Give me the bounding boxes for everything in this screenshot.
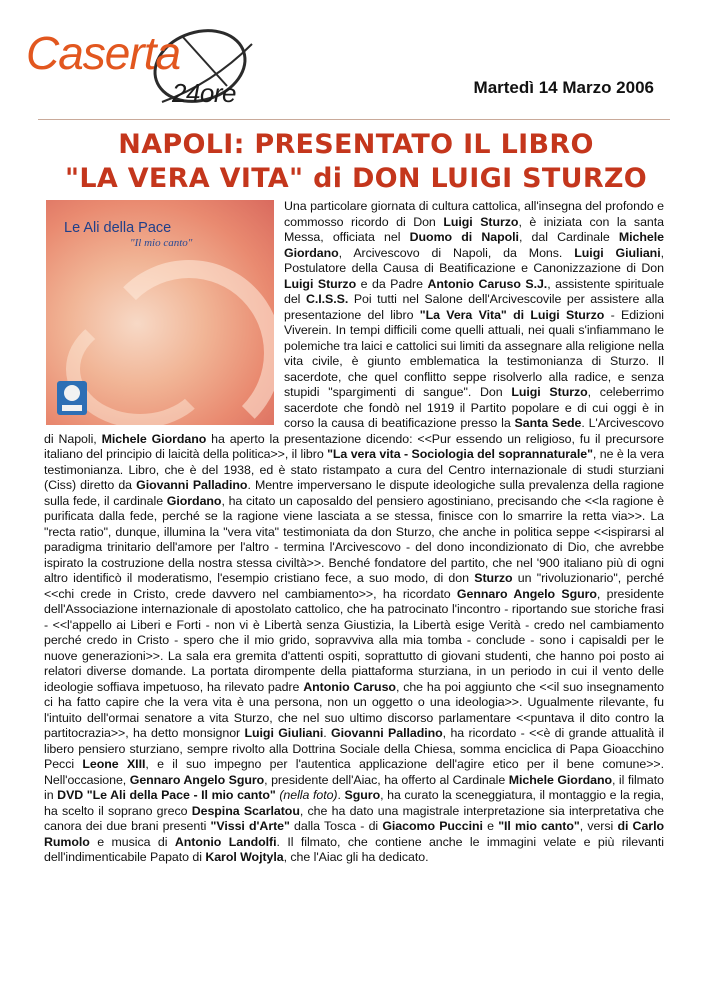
cover-swirl <box>66 310 214 425</box>
text-run: . <box>323 726 332 740</box>
text-run: e da Padre <box>356 276 428 291</box>
text-run: ha aperto la presentazione dicendo: <<Pur essendo un religioso, fu il precursore italiano del principio di laicità della politica>>, il libro <box>44 431 664 461</box>
text-run: Una particolare giornata di cultura cattolica, all'insegna del profondo e commosso ricordo di Don <box>284 199 664 229</box>
bold-text-run: Luigi Sturzo <box>284 276 357 291</box>
dvd-cover-image <box>46 200 274 425</box>
text-run: , presidente dell'Aiac, ha offerto al Cardinale <box>264 772 509 787</box>
bold-text-run: "La vera vita - Sociologia del soprannaturale" <box>327 447 593 461</box>
bold-text-run: Giovanni Palladino <box>136 478 248 492</box>
bold-text-run: Karol Wojtyla <box>205 850 284 864</box>
text-run: , ne è la vera testimonianza. Libro, che è del 1938, ed è stato ristampato a cura del Centro internazionale di studi sturziani (Ciss) diretto da <box>44 447 664 492</box>
text-run: dalla Tosca - di <box>289 819 383 833</box>
text-run: e <box>482 819 499 833</box>
bold-text-run: "Il mio canto" <box>498 819 580 833</box>
headline-line-2: "LA VERA VITA" di DON LUIGI STURZO <box>64 163 648 194</box>
headline <box>30 128 682 196</box>
text-run: , assistente spirituale del <box>284 276 664 306</box>
text-run: , celeberrimo sacerdote che fondò nel 1919 il Partito popolare e di cui oggi è in corso la causa di beatificazione presso la <box>284 385 664 430</box>
bold-text-run: Duomo di Napoli <box>409 230 519 244</box>
bold-text-run: di Carlo Rumolo <box>44 819 664 849</box>
bold-text-run: Luigi Giuliani <box>574 245 661 260</box>
text-run: , dal Cardinale <box>518 230 619 244</box>
bold-text-run: C.I.S.S. <box>305 292 349 306</box>
bold-text-run: Santa Sede <box>514 416 582 430</box>
text-run: . <box>337 788 345 802</box>
headline-line-1: NAPOLI: PRESENTATO IL LIBRO <box>118 129 594 160</box>
bold-text-run: Sturzo <box>474 571 513 585</box>
bold-text-run: Michele Giordano <box>284 230 664 260</box>
text-run: Poi tutti nel Salone dell'Arcivescovile per assistere alla presentazione del libro <box>284 292 664 322</box>
text-run: , che ha poi aggiunto che <<il suo insegnamento ci ha fatto capire che la vera vita è una persona, non un oggetto o una ideologia>>. Ugualmente rilevante, fu l'intuito dell'ormai senatore a vita Sturzo, che nel suo ultimo discorso parlamentare <<puntava il dito contro la partitocrazia>>, ha detto monsignor <box>44 679 664 740</box>
text-run: , ha ricordato - <<è di grande attualità il libero pensiero sturziano, sempre rivolto alla Dottrina Sociale della Chiesa, somma enciclica di Papa Gioacchino Pecci <box>44 726 664 771</box>
text-run: , versi <box>579 819 618 833</box>
text-run: , Arcivescovo di Napoli, da Mons. <box>338 245 575 260</box>
logo-subtitle: 24ore <box>172 78 236 108</box>
association-emblem-icon <box>56 380 88 416</box>
bold-text-run: Antonio Caruso <box>303 679 396 694</box>
issue-date: Martedì 14 Marzo 2006 <box>473 78 654 97</box>
bold-text-run: "Vissi d'Arte" <box>210 819 290 833</box>
text-run: , Postulatore della Causa di Beatificazione e Canonizzazione di Don <box>284 245 664 275</box>
text-run: . Il filmato, che contiene anche le immagini velate e più rilevanti dell'indimenticabile Papato di <box>44 834 664 864</box>
bold-text-run: Gennaro Angelo Sguro <box>456 586 597 601</box>
newspaper-logo <box>22 14 282 108</box>
bold-text-run: Luigi Giuliani <box>244 726 324 740</box>
bold-text-run: Leone XIII <box>82 757 146 771</box>
bold-text-run: Antonio Caruso S.J. <box>427 276 548 291</box>
text-run: , ha citato un caposaldo del pensiero agostiniano, precisando che <<la ragione è purificata dalla fede, perché se la ragione viene lasciata a se stessa, finisce con lo smarrire la retta via>>. La "recta ratio", dunque, illumina la "vera vita" testimoniata da don Sturzo, che anche in politica seppe <<ispirarsi al paradigma trinitario dell'amore per l'altro - termina l'Arcivescovo - del dono incondizionato di Dio, che avrebbe ispirato la costruzione della nostra stessa civiltà>>. Benché fondatore del partito, che nel '900 italiano più di ogni altro identificò il moderatismo, l'esempio cristiano fece, a suo modo, di don <box>44 493 664 585</box>
bold-text-run: Giordano <box>166 493 222 508</box>
text-run: e musica di <box>89 834 175 849</box>
bold-text-run: Luigi Sturzo <box>443 214 519 229</box>
text-run: , che l'Aiac gli ha dedicato. <box>283 850 429 864</box>
bold-text-run: Giovanni Palladino <box>331 726 443 740</box>
text-run: , che ha dato una magistrale interpretazione sia interpretativa che canora dei due brani presenti <box>44 803 664 833</box>
header-divider <box>38 119 670 120</box>
text-run: . L'Arcivescovo di Napoli, <box>44 416 664 446</box>
text-run: . Mentre imperversano le dispute ideologiche sulla prevalenza della ragione sulla fede, il cardinale <box>44 478 664 508</box>
bold-text-run: Luigi Sturzo <box>511 385 588 399</box>
cover-title: Le Ali della Pace <box>64 220 172 236</box>
bold-text-run: Sguro <box>344 788 381 802</box>
text-run: , il filmato in <box>44 772 664 802</box>
text-run: , ha curato la sceneggiatura, il montaggio e la regia, ha scelto il soprano greco <box>44 788 664 818</box>
bold-text-run: Despina Scarlatou <box>191 803 300 818</box>
bold-text-run: Antonio Landolfi <box>174 834 277 849</box>
text-run: , presidente dell'Associazione internazionale di apostolato cattolico, che ha patrocinato l'incontro - riportando sue storiche frasi - <<l'appello ai Liberi e Forti - non vi è Libertà senza Giustizia, la Libertà esige Verità - credo nel cambiamento perché credo in Cristo - spero che il mio grido, sopravviva alla mia tomba - conclude - sono i capisaldi per le nuove generazioni>>. La sala era gremita d'attenti ospiti, soprattutto di giovani studenti, che hanno poi posto ai relatori diverse domande. La portata dirompente della piattaforma sturziana, in un periodo in cui il vento delle ideologie soffiava impetuoso, ha rilevato padre <box>44 586 664 694</box>
logo-word: Caserta <box>26 27 181 79</box>
text-run: un "rivoluzionario", perché <<chi crede in Cristo, crede davvero nel cambiamento>>, ha ricordato <box>44 571 664 601</box>
text-run: - Edizioni Viverein. In tempi difficili come quelli attuali, nei quali s'infiammano le polemiche tra laici e cattolici sui limiti da assegnare alla religione nella vita civile, è giunto emblematica la testimonianza di Sturzo. Il sacerdote, che quel conflitto seppe risolverlo alla radice, e senza stupidi "spargimenti di sangue". Don <box>284 307 664 399</box>
bold-text-run: "La Vera Vita" di Luigi Sturzo <box>419 307 605 322</box>
cover-subtitle: "Il mio canto" <box>130 237 193 249</box>
italic-text-run: (nella foto) <box>275 788 338 802</box>
bold-text-run: Michele Giordano <box>508 772 612 787</box>
text-run: , e il suo impegno per l'autentica applicazione dell'agire etico per il bene comune>>. Nell'occasione, <box>44 757 664 787</box>
bold-text-run: Giacomo Puccini <box>382 819 483 833</box>
bold-text-run: DVD "Le Ali della Pace - Il mio canto" <box>57 788 276 802</box>
bold-text-run: Michele Giordano <box>101 431 207 446</box>
bold-text-run: Gennaro Angelo Sguro <box>129 772 265 787</box>
text-run: , è iniziata con la santa Messa, officiata nel <box>284 214 664 244</box>
